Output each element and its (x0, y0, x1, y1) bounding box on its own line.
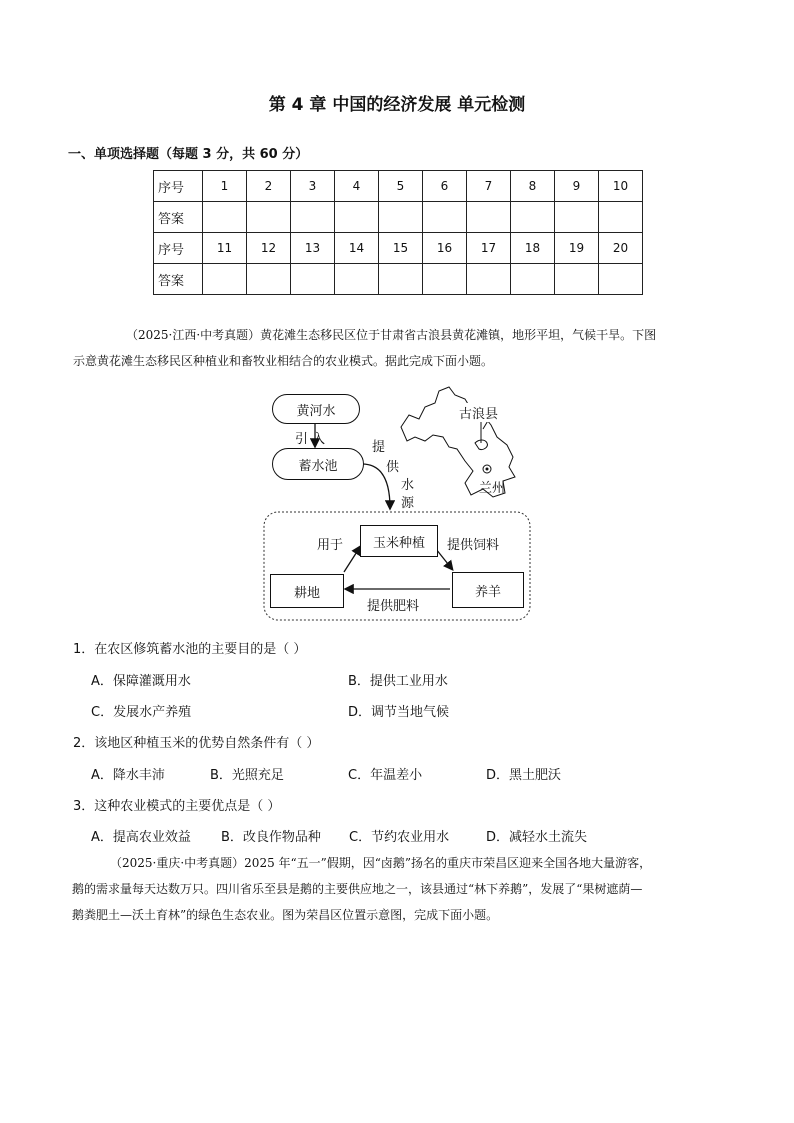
used-for-label: 用于 (317, 538, 344, 553)
question-number: 13 (291, 233, 335, 264)
question-2-option-a[interactable]: A．降水丰沛 (91, 768, 165, 783)
question-3-stem: 3．这种农业模式的主要优点是（ ） (73, 799, 281, 814)
section-heading: 一、单项选择题（每题 3 分，共 60 分） (68, 147, 309, 162)
answer-cell[interactable] (423, 264, 467, 295)
question-1-option-a[interactable]: A．保障灌溉用水 (91, 674, 191, 689)
question-1-option-c[interactable]: C．发展水产养殖 (91, 705, 192, 720)
answer-cell[interactable] (291, 264, 335, 295)
answer-cell[interactable] (379, 264, 423, 295)
passage-line: （2025·江西·中考真题）黄花滩生态移民区位于甘肃省古浪县黄花滩镇，地形平坦，气候干旱。下图 (126, 328, 657, 342)
reservoir-box: 蓄水池 (272, 448, 364, 480)
question-number: 16 (423, 233, 467, 264)
fertilizer-label: 提供肥料 (367, 599, 420, 614)
question-1-option-b[interactable]: B．提供工业用水 (348, 674, 448, 689)
row-label: 序号 (154, 233, 203, 264)
passage-line: 鹅粪肥土—沃土育林”的绿色生态农业。图为荣昌区位置示意图，完成下面小题。 (72, 908, 499, 922)
row-label: 答案 (154, 264, 203, 295)
question-number: 3 (291, 171, 335, 202)
answer-cell[interactable] (555, 202, 599, 233)
passage-2 (72, 850, 752, 928)
question-number: 14 (335, 233, 379, 264)
passage-1 (73, 322, 748, 374)
feed-label: 提供饲料 (447, 538, 500, 553)
table-row (154, 171, 643, 202)
answer-cell[interactable] (247, 202, 291, 233)
passage-line: 鹅的需求量每天达数万只。四川省乐至县是鹅的主要供应地之一，该县通过“林下养鹅”，发展了“果树遮荫— (72, 882, 643, 896)
question-2-option-c[interactable]: C．年温差小 (348, 768, 423, 783)
supply-label-3: 水 (401, 478, 415, 493)
lanzhou-label: 兰州 (479, 481, 506, 496)
table-row (154, 264, 643, 295)
answer-cell[interactable] (247, 264, 291, 295)
answer-cell[interactable] (203, 202, 247, 233)
question-number: 9 (555, 171, 599, 202)
table-row (154, 202, 643, 233)
question-number: 1 (203, 171, 247, 202)
question-number: 12 (247, 233, 291, 264)
inflow-label: 引 入 (295, 432, 326, 447)
question-1-stem: 1．在农区修筑蓄水池的主要目的是（ ） (73, 642, 307, 657)
answer-cell[interactable] (511, 264, 555, 295)
question-3-option-d[interactable]: D．减轻水土流失 (486, 830, 588, 845)
yellow-river-box: 黄河水 (272, 394, 360, 424)
question-3-option-a[interactable]: A．提高农业效益 (91, 830, 191, 845)
page-title: 第 4 章 中国的经济发展 单元检测 (268, 95, 526, 115)
answer-cell[interactable] (467, 202, 511, 233)
answer-cell[interactable] (423, 202, 467, 233)
question-number: 4 (335, 171, 379, 202)
answer-cell[interactable] (599, 264, 643, 295)
question-number: 15 (379, 233, 423, 264)
question-2-option-b[interactable]: B．光照充足 (210, 768, 284, 783)
sheep-box: 养羊 (452, 572, 524, 608)
supply-label-1: 提 (372, 440, 386, 455)
question-1-option-d[interactable]: D．调节当地气候 (348, 705, 450, 720)
question-2-option-d[interactable]: D．黑土肥沃 (486, 768, 562, 783)
question-number: 7 (467, 171, 511, 202)
question-number: 2 (247, 171, 291, 202)
answer-cell[interactable] (335, 202, 379, 233)
question-number: 20 (599, 233, 643, 264)
question-number: 18 (511, 233, 555, 264)
question-number: 17 (467, 233, 511, 264)
question-number: 5 (379, 171, 423, 202)
question-number: 10 (599, 171, 643, 202)
gulang-label: 古浪县 (459, 403, 498, 422)
question-number: 11 (203, 233, 247, 264)
passage-line: 示意黄花滩生态移民区种植业和畜牧业相结合的农业模式。据此完成下面小题。 (73, 354, 494, 368)
supply-label-2: 供 (386, 460, 400, 475)
answer-cell[interactable] (335, 264, 379, 295)
arrow-used-for (344, 547, 360, 572)
supply-label-4: 源 (401, 496, 415, 511)
question-number: 8 (511, 171, 555, 202)
location-map (395, 385, 535, 500)
question-number: 19 (555, 233, 599, 264)
table-row (154, 233, 643, 264)
row-label: 答案 (154, 202, 203, 233)
answer-cell[interactable] (511, 202, 555, 233)
answer-table (153, 170, 643, 295)
question-2-stem: 2．该地区种植玉米的优势自然条件有（ ） (73, 736, 320, 751)
answer-cell[interactable] (379, 202, 423, 233)
question-3-option-c[interactable]: C．节约农业用水 (349, 830, 450, 845)
answer-cell[interactable] (555, 264, 599, 295)
answer-cell[interactable] (467, 264, 511, 295)
corn-box: 玉米种植 (360, 525, 438, 557)
passage-line: （2025·重庆·中考真题）2025 年“五一”假期，因“卤鹅”扬名的重庆市荣昌区迎来全国各地大量游客， (110, 856, 652, 870)
answer-cell[interactable] (291, 202, 335, 233)
question-3-option-b[interactable]: B．改良作物品种 (221, 830, 321, 845)
answer-cell[interactable] (203, 264, 247, 295)
question-number: 6 (423, 171, 467, 202)
farmland-box: 耕地 (270, 574, 344, 608)
answer-cell[interactable] (599, 202, 643, 233)
row-label: 序号 (154, 171, 203, 202)
